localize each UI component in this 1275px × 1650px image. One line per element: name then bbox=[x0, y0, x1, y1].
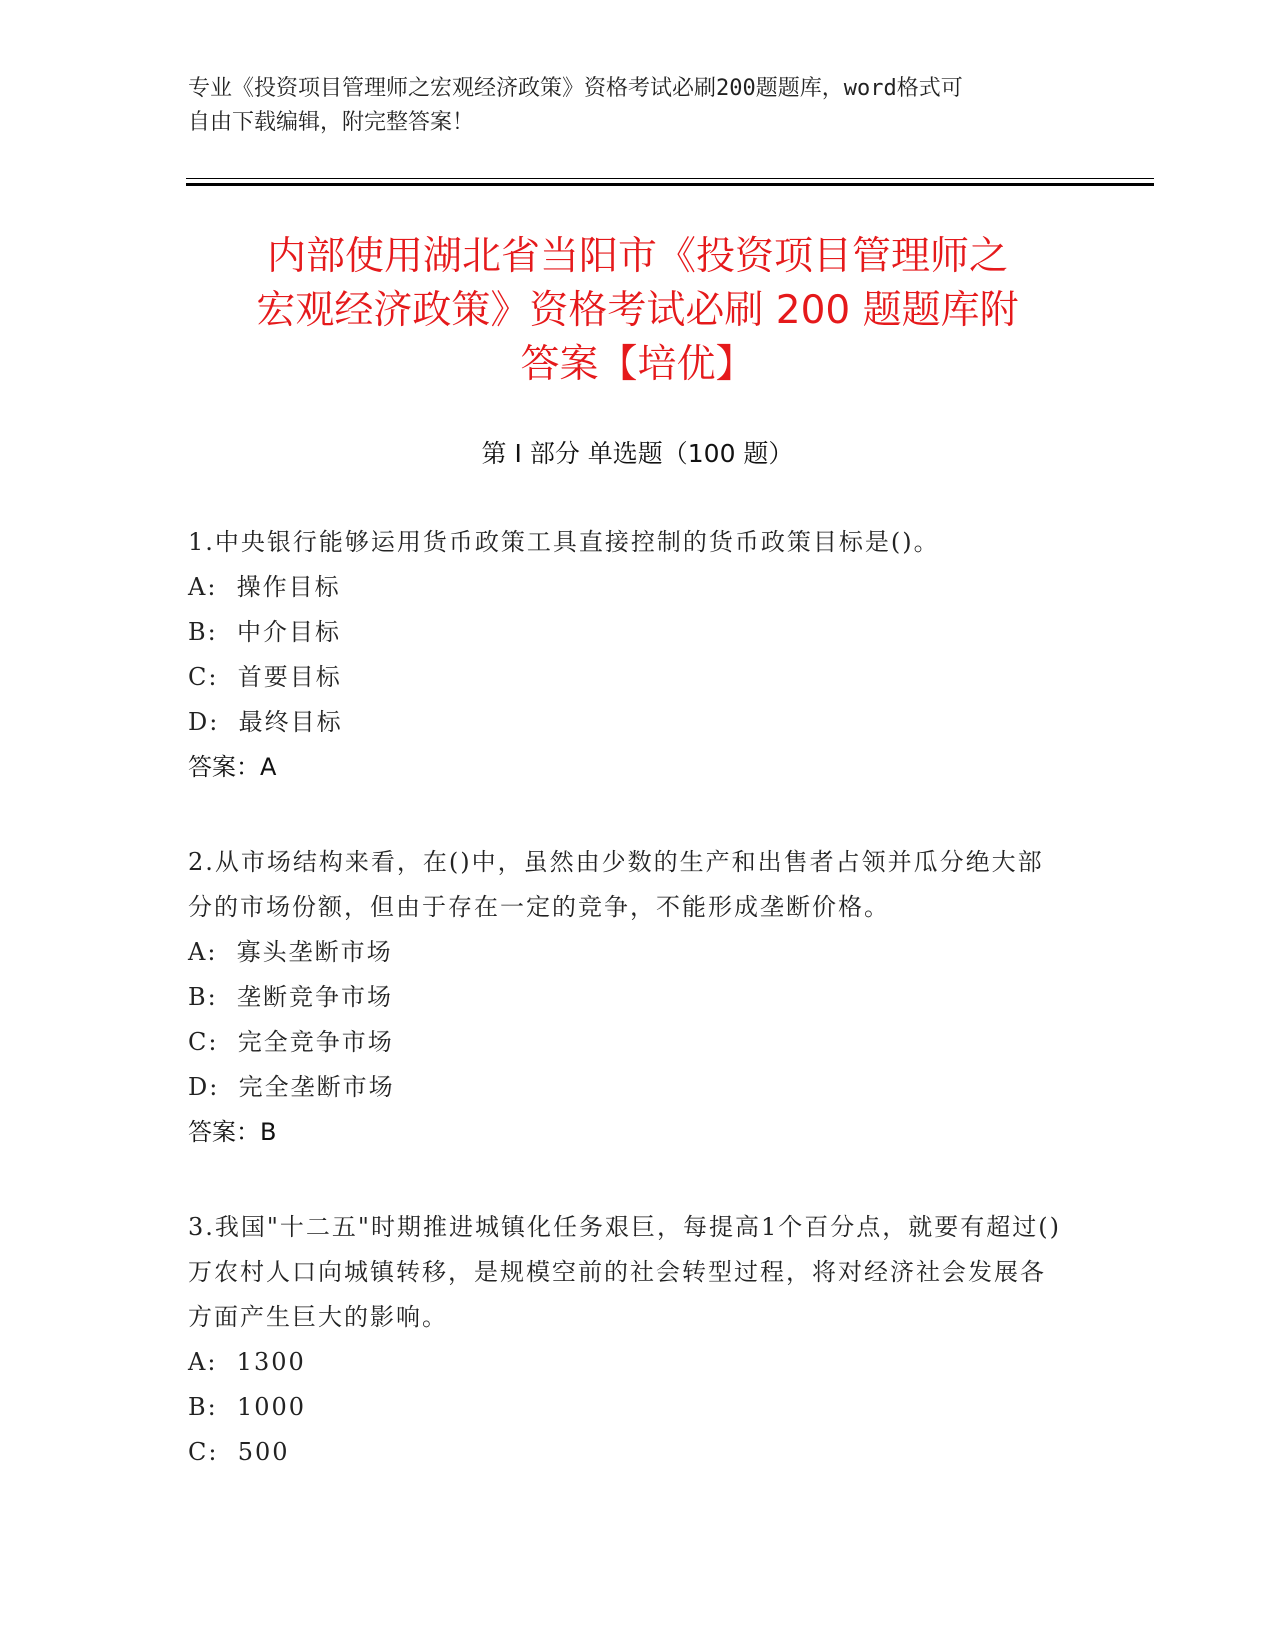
question-3 bbox=[188, 1205, 1068, 1475]
option-d: D: 完全垄断市场 bbox=[188, 1073, 395, 1101]
title-line3: 答案【培优】 bbox=[520, 342, 755, 387]
option-a: A: 操作目标 bbox=[188, 573, 341, 601]
question-list bbox=[188, 520, 1068, 1525]
option-b: B: 中介目标 bbox=[188, 618, 341, 646]
option-a: A: 寡头垄断市场 bbox=[188, 938, 393, 966]
question-stem: 1.中央银行能够运用货币政策工具直接控制的货币政策目标是()。 bbox=[188, 528, 940, 556]
question-2 bbox=[188, 840, 1068, 1155]
option-c: C: 首要目标 bbox=[188, 663, 342, 691]
option-a: A: 1300 bbox=[188, 1348, 306, 1376]
option-b: B: 1000 bbox=[188, 1393, 307, 1421]
option-d: D: 最终目标 bbox=[188, 708, 343, 736]
title-line1: 内部使用湖北省当阳市《投资项目管理师之 bbox=[266, 234, 1008, 279]
option-b: B: 垄断竞争市场 bbox=[188, 983, 393, 1011]
header-note bbox=[188, 72, 1088, 140]
option-c: C: 完全竞争市场 bbox=[188, 1028, 394, 1056]
document-title bbox=[150, 230, 1125, 392]
header-note-line1: 专业《投资项目管理师之宏观经济政策》资格考试必刷200题题库，word格式可 bbox=[188, 76, 963, 101]
question-stem: 2.从市场结构来看，在()中，虽然由少数的生产和出售者占领并瓜分绝大部分的市场份额，但由于存在一定的竞争，不能形成垄断价格。 bbox=[188, 848, 1044, 921]
question-stem: 3.我国"十二五"时期推进城镇化任务艰巨，每提高1个百分点，就要有超过()万农村人口向城镇转移，是规模空前的社会转型过程，将对经济社会发展各方面产生巨大的影响。 bbox=[188, 1213, 1061, 1331]
header-note-line2: 自由下载编辑，附完整答案！ bbox=[188, 110, 475, 135]
answer: 答案：A bbox=[188, 753, 277, 781]
option-c: C: 500 bbox=[188, 1438, 290, 1466]
title-line2: 宏观经济政策》资格考试必刷 200 题题库附 bbox=[256, 288, 1019, 333]
section-title: 第 I 部分 单选题（100 题） bbox=[481, 439, 794, 468]
question-1 bbox=[188, 520, 1068, 790]
answer: 答案：B bbox=[188, 1118, 277, 1146]
header-divider-thick bbox=[186, 183, 1154, 186]
header-divider-thin bbox=[186, 178, 1154, 179]
